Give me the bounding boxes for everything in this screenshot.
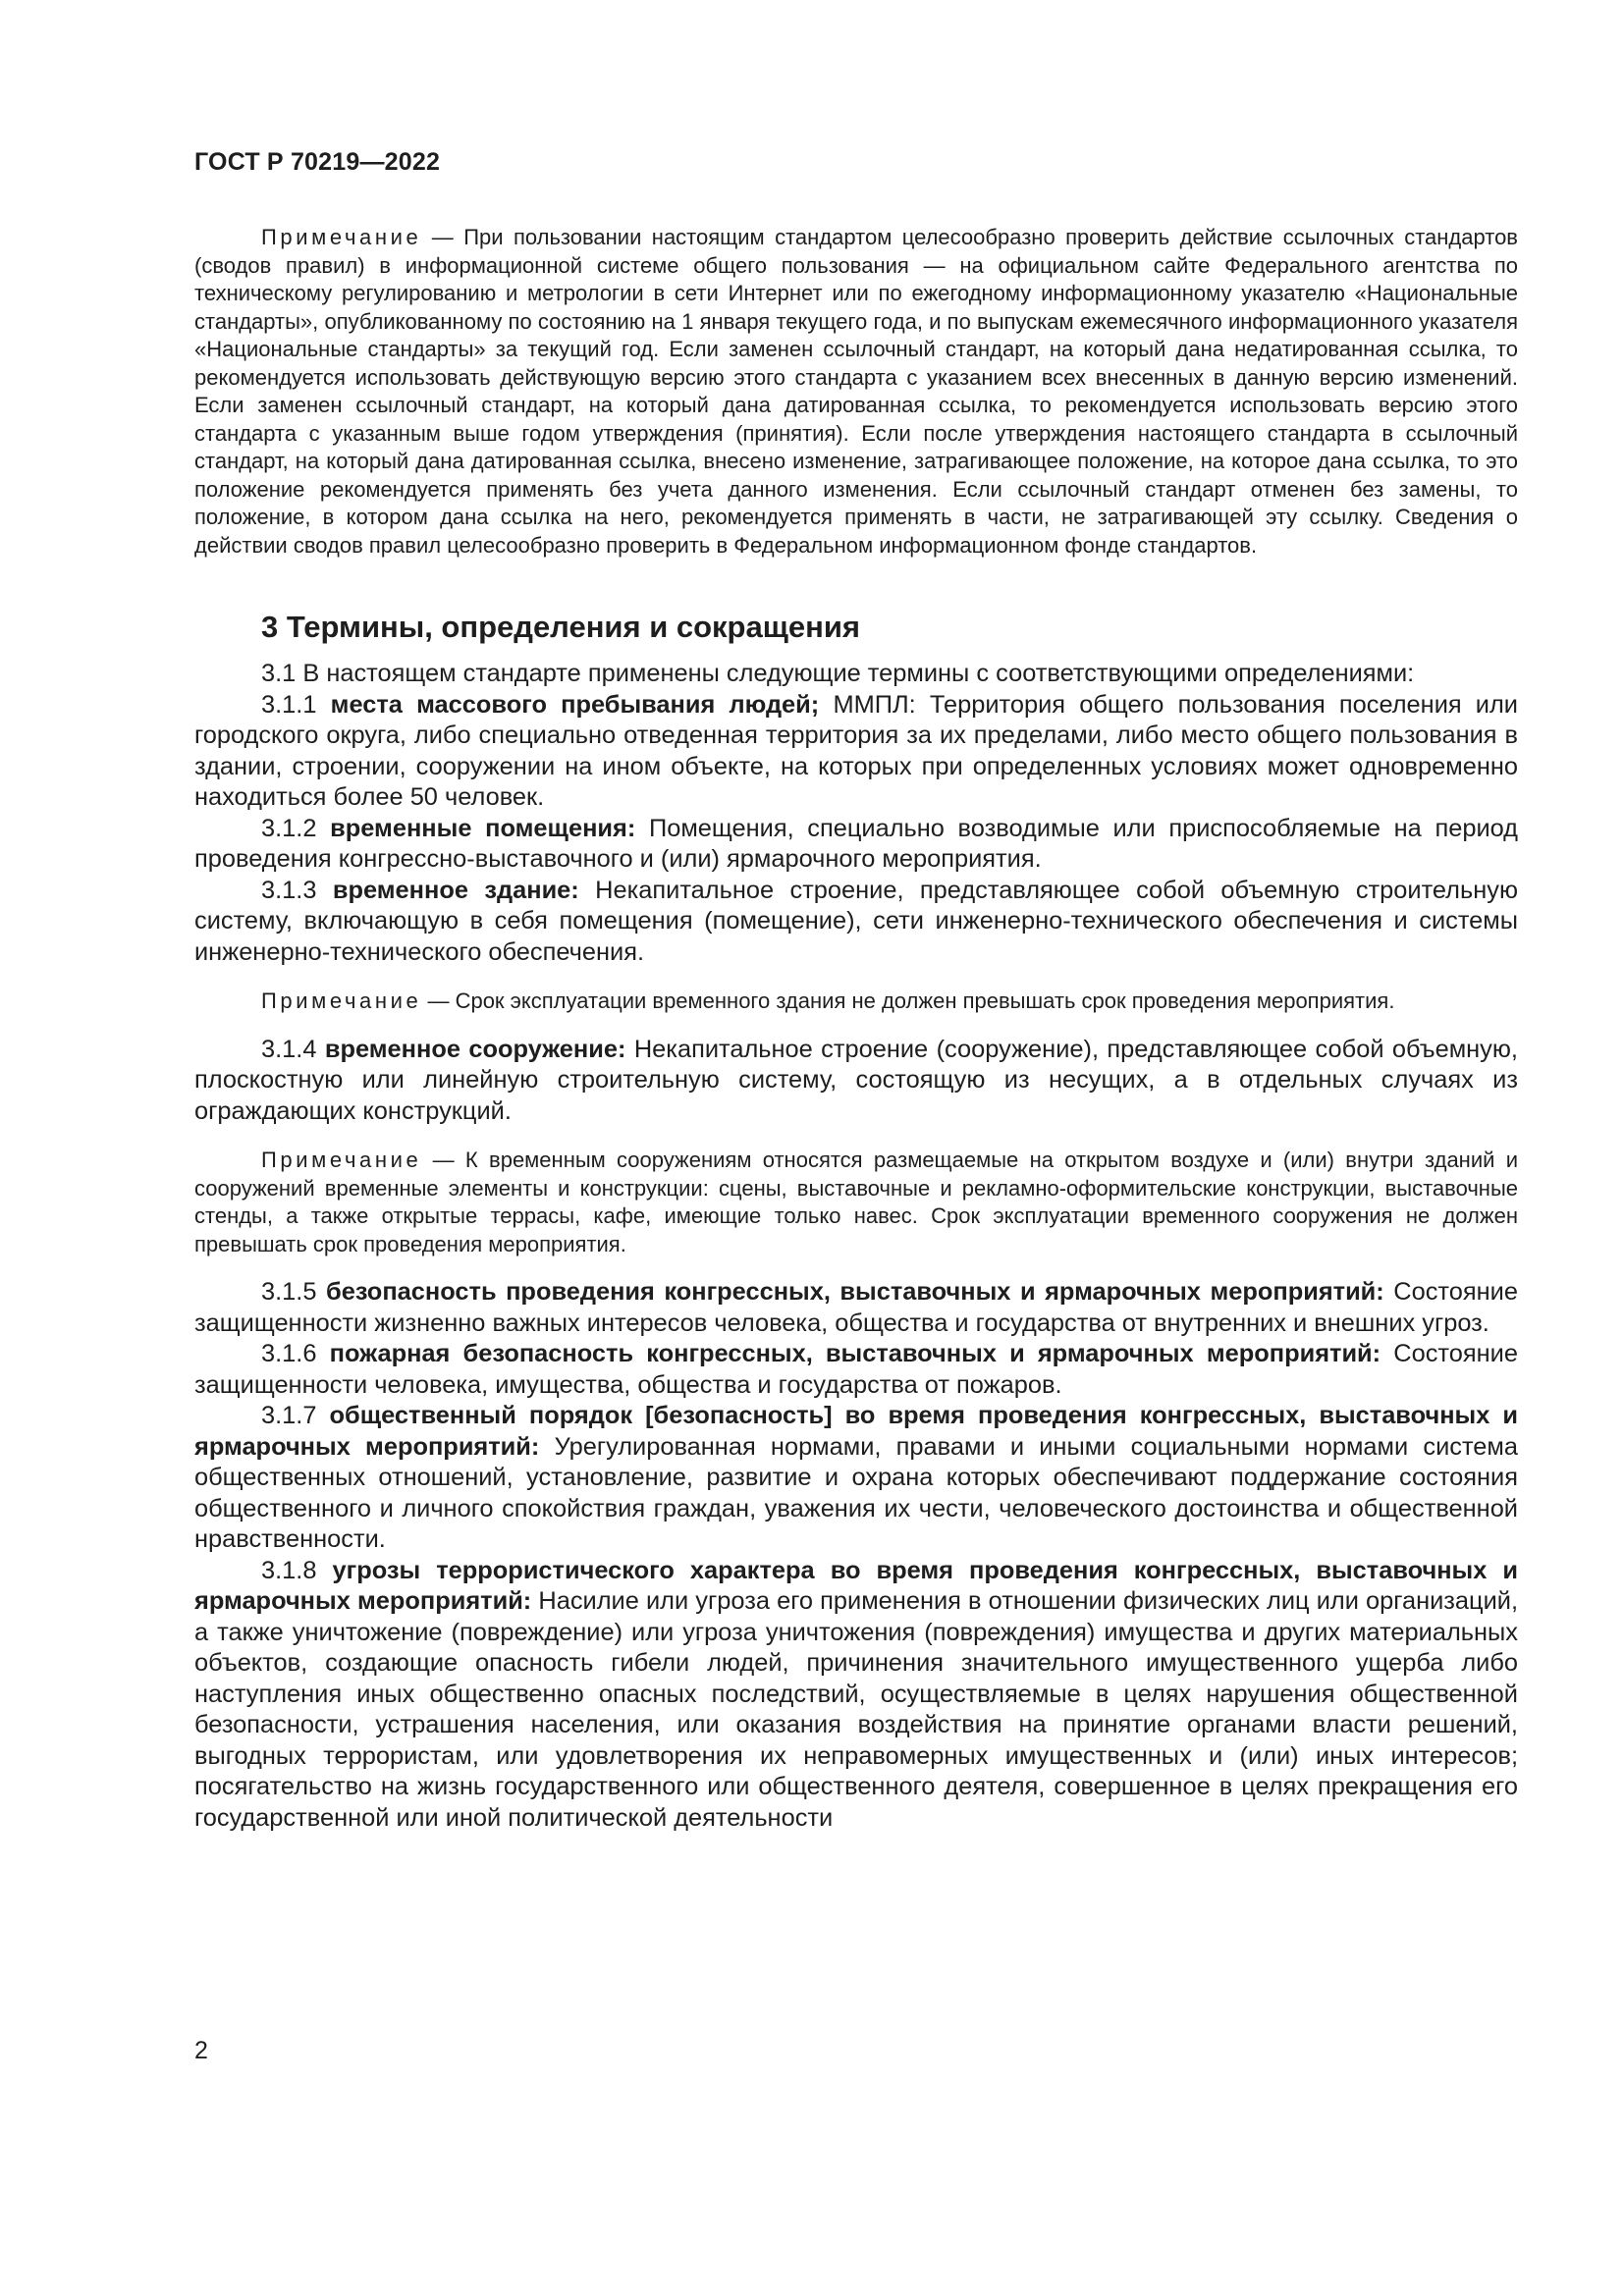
term-number: 3.1.4 <box>261 1035 317 1063</box>
term-definition: Помещения, специально возводимые или приспособляемые на период проведения конгрессно-выставочного и (или) ярмарочного мероприятия. <box>194 814 1518 873</box>
section-lead: 3.1 В настоящем стандарте применены следующие термины с соответствующими определениями: <box>261 660 1415 687</box>
note-text: К временным сооружениям относятся размещаемые на открытом воздухе и (или) внутри зданий и сооружений временные элементы и конструкции: сцены, выставочные и рекламно-оформительские конструкции, выставочные стенды, а также открытые террасы, кафе, имеющие только навес. Срок эксплуатации временного сооружения не должен превышать срок проведения мероприятия. <box>194 1148 1518 1256</box>
term-3-1-4 <box>194 1035 1518 1128</box>
page-number: 2 <box>194 2037 208 2064</box>
term-number: 3.1.1 <box>261 690 317 719</box>
document-id: ГОСТ Р 70219—2022 <box>194 148 441 176</box>
term-number: 3.1.5 <box>261 1278 317 1306</box>
term-name: места массового пребывания людей; <box>330 690 820 719</box>
term-name: безопасность проведения конгрессных, выставочных и ярмарочных мероприятий: <box>326 1278 1384 1306</box>
term-name: пожарная безопасность конгрессных, выставочных и ярмарочных мероприятий: <box>329 1340 1381 1367</box>
term-number: 3.1.8 <box>261 1556 317 1584</box>
term-name: временное сооружение: <box>324 1035 626 1063</box>
term-definition: ММПЛ: Территория общего пользования поселения или городского округа, либо специально отведенная территория за их пределами, либо место общего пользования в здании, строении, сооружении на ином объекте, на которых при определенных условиях может одновременно находиться более 50 человек. <box>194 690 1518 811</box>
term-name: временное здание: <box>332 876 579 904</box>
note-dash: — <box>421 225 464 249</box>
term-definition: Урегулированная нормами, правами и иными социальными нормами система общественных отношений, установление, развитие и охрана которых обеспечивают поддержание состояния общественного и личного спокойствия граждан, уважения их чести, человеческого достоинства и общественной нравственности. <box>194 1432 1519 1553</box>
term-number: 3.1.6 <box>261 1340 317 1367</box>
note-text: Срок эксплуатации временного здания не должен превышать срок проведения мероприятия. <box>455 988 1395 1013</box>
term-definition: Состояние защищенности человека, имущества, общества и государства от пожаров. <box>194 1340 1518 1399</box>
term-definition: Некапитальное строение, представляющее собой объемную строительную систему, включающую в себя помещения (помещение), сети инженерно-технического обеспечения и системы инженерно-технического обеспечения. <box>194 876 1518 966</box>
note-label: Примечание <box>261 1148 422 1172</box>
term-3-1-3 <box>194 876 1518 969</box>
term-name: временные помещения: <box>330 814 636 842</box>
section-heading: 3 Термины, определения и сокращения <box>261 610 860 644</box>
term-number: 3.1.3 <box>261 876 317 904</box>
term-number: 3.1.2 <box>261 814 317 842</box>
term-definition: Некапитальное строение (сооружение), представляющее собой объемную, плоскостную или линейную строительную систему, состоящую из несущих, а в отдельных случаях из ограждающих конструкций. <box>194 1035 1518 1125</box>
term-definition: Состояние защищенности жизненно важных интересов человека, общества и государства от внутренних и внешних угроз. <box>194 1278 1518 1337</box>
term-number: 3.1.7 <box>261 1402 317 1429</box>
term-name: общественный порядок [безопасность] во время проведения конгрессных, выставочных и ярмарочных мероприятий: <box>194 1402 1518 1461</box>
term-3-1-8 <box>194 1556 1518 1835</box>
term-3-1-2 <box>194 814 1518 876</box>
note-label: Примечание <box>261 225 422 249</box>
term-3-1-1 <box>194 690 1518 814</box>
term-name: угрозы террористического характера во время проведения конгрессных, выставочных и ярмарочных мероприятий: <box>194 1556 1518 1615</box>
term-3-1-6 <box>194 1339 1518 1401</box>
term-3-1-7 <box>194 1401 1518 1556</box>
term-3-1-5 <box>194 1277 1518 1339</box>
term-definition: Насилие или угроза его применения в отношении физических лиц или организаций, а также уничтожение (повреждение) или угроза уничтожения (повреждения) имущества и других материальных объектов, создающие опасность гибели людей, причинения значительного имущественного ущерба либо наступления иных общественно опасных последствий, осуществляемые в целях нарушения общественной безопасности, устрашения населения, или оказания воздействия на принятие органами власти решений, выгодных террористам, или удовлетворения их неправомерных имущественных и (или) иных интересов; посягательство на жизнь государственного или общественного деятеля, совершенное в целях прекращения его государственной или иной политической деятельности <box>194 1587 1519 1832</box>
note-dash: — <box>421 1148 465 1172</box>
document-body <box>194 224 1518 1834</box>
note-dash: — <box>421 988 456 1013</box>
note-text: При пользовании настоящим стандартом целесообразно проверить действие ссылочных стандартов (сводов правил) в информационной системе общего пользования — на официальном сайте Федерального агентства по техническому регулированию и метрологии в сети Интернет или по ежегодному информационному указателю «Национальные стандарты», опубликованному по состоянию на 1 января текущего года, и по выпускам ежемесячного информационного указателя «Национальные стандарты» за текущий год. Если заменен ссылочный стандарт, на который дана недатированная ссылка, то рекомендуется использовать действующую версию этого стандарта с указанием всех внесенных в данную версию изменений. Если заменен ссылочный стандарт, на который дана датированная ссылка, то рекомендуется использовать версию этого стандарта с указанным выше годом утверждения (принятия). Если после утверждения настоящего стандарта в ссылочный стандарт, на который дана датированная ссылка, внесено изменение, затрагивающее положение, на которое дана ссылка, то это положение рекомендуется применять без учета данного изменения. Если ссылочный стандарт отменен без замены, то положение, в котором дана ссылка на него, рекомендуется применять в части, не затрагивающей эту ссылку. Сведения о действии сводов правил целесообразно проверить в Федеральном информационном фонде стандартов. <box>194 225 1518 558</box>
note-3-1-4 <box>194 1147 1518 1258</box>
note-3-1-3 <box>194 988 1518 1016</box>
note-label: Примечание <box>261 988 422 1013</box>
intro-note <box>194 224 1518 560</box>
